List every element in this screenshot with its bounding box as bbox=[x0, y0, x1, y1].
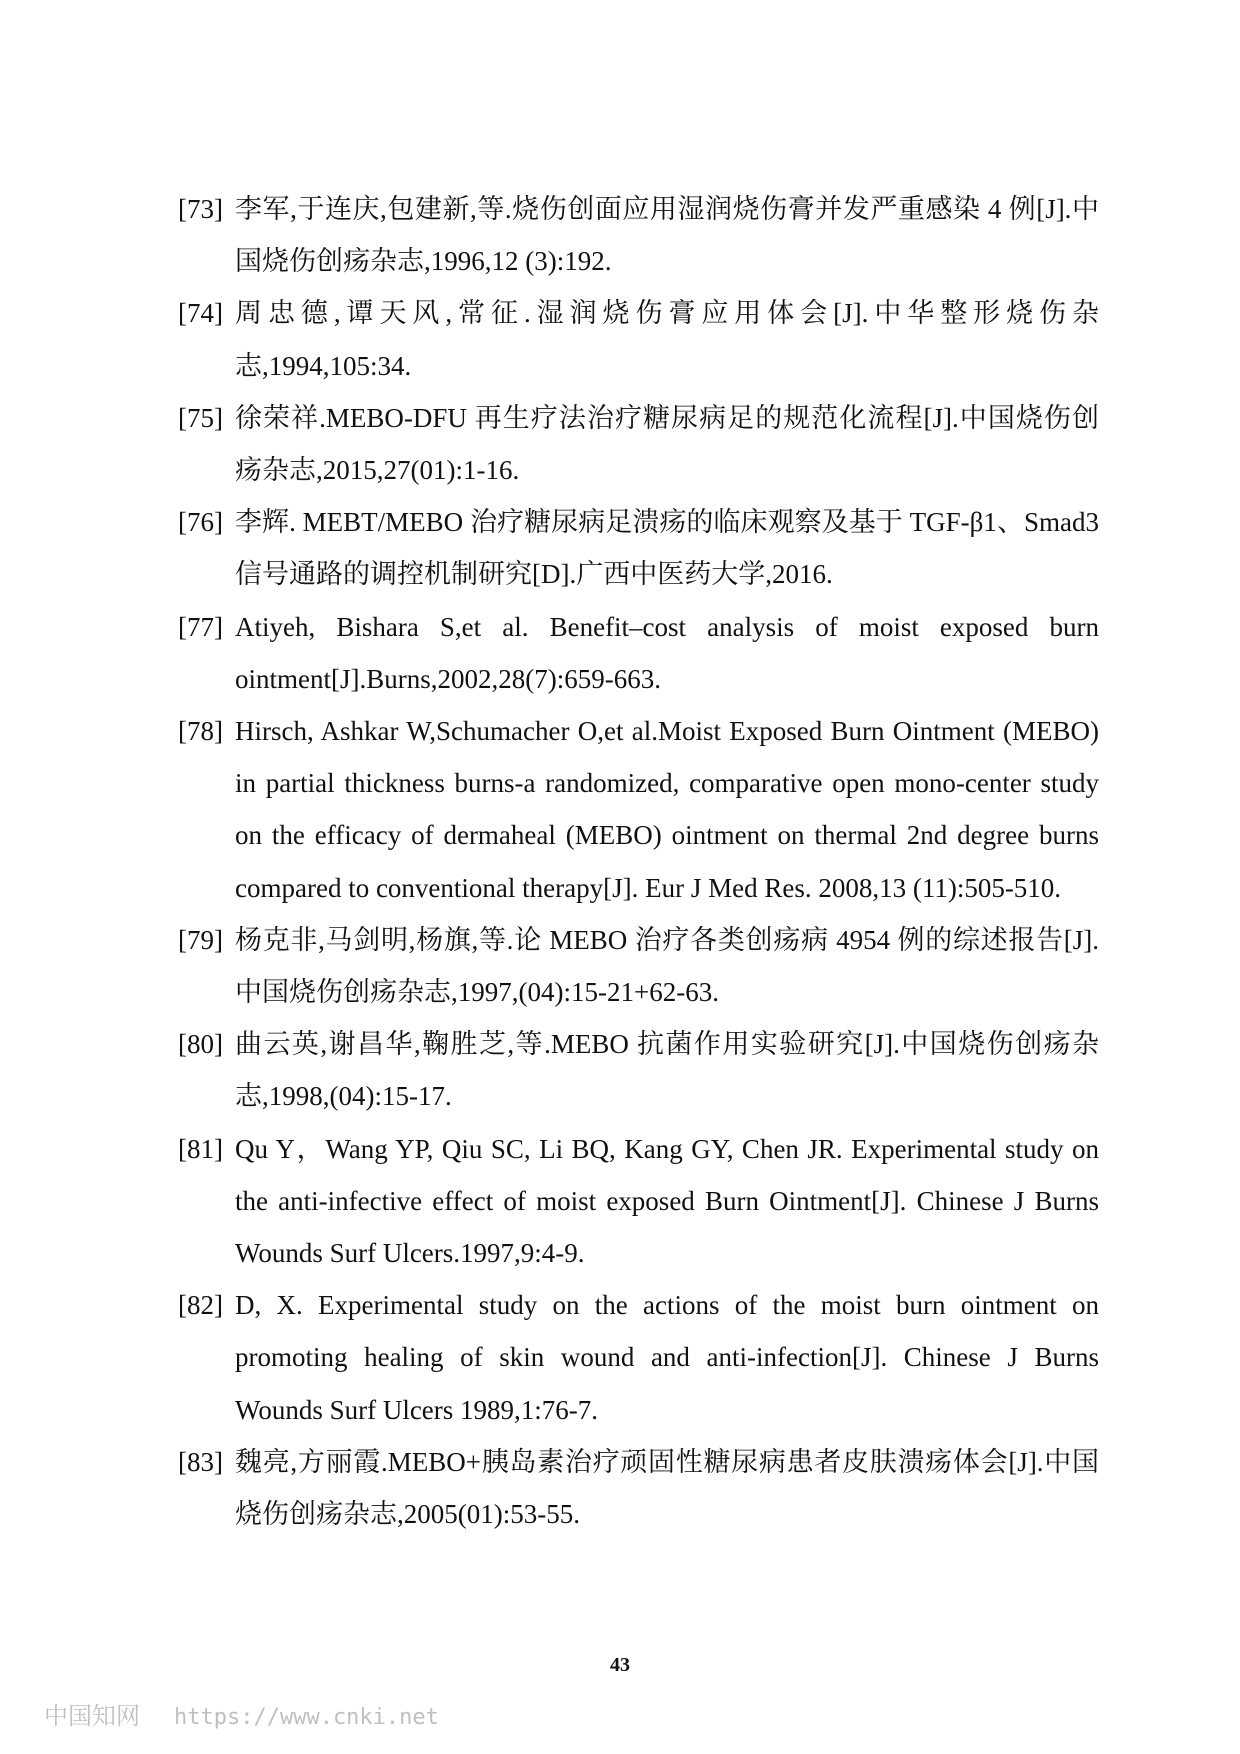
reference-text: Atiyeh, Bishara S,et al. Benefit–cost analysis of moist exposed burn ointment[J].Burns,2002,28(7):659-663. bbox=[235, 611, 1099, 694]
reference-text: 杨克非,马剑明,杨旗,等.论 MEBO 治疗各类创疡病 4954 例的综述报告[J].中国烧伤创疡杂志,1997,(04):15-21+62-63. bbox=[235, 924, 1099, 1008]
reference-number: [78] bbox=[178, 716, 223, 747]
reference-item bbox=[178, 1123, 1099, 1280]
watermark-url: https://www.cnki.net bbox=[174, 1705, 439, 1730]
reference-text: 曲云英,谢昌华,鞠胜芝,等.MEBO 抗菌作用实验研究[J].中国烧伤创疡杂志,1998,(04):15-17. bbox=[235, 1029, 1099, 1112]
reference-text: 徐荣祥.MEBO-DFU 再生疗法治疗糖尿病足的规范化流程[J].中国烧伤创疡杂志,2015,27(01):1-16. bbox=[235, 402, 1099, 486]
reference-number: [73] bbox=[178, 194, 223, 224]
page-number: 43 bbox=[610, 1654, 630, 1676]
watermark-site-name: 中国知网 bbox=[44, 1704, 140, 1730]
reference-number: [76] bbox=[178, 507, 223, 538]
reference-text: Hirsch, Ashkar W,Schumacher O,et al.Moist Exposed Burn Ointment (MEBO) in partial thickness burns-a randomized, comparative open mono-center study on the efficacy of dermaheal (MEBO) ointment on thermal 2nd degree burns compared to conventional therapy[J]. Eur J Med Res. 2008,13 (11):505-510. bbox=[235, 716, 1099, 903]
reference-number: [75] bbox=[178, 402, 223, 433]
reference-item bbox=[178, 1279, 1099, 1436]
reference-number: [82] bbox=[178, 1290, 223, 1321]
cnki-watermark bbox=[44, 1696, 439, 1731]
reference-item bbox=[178, 1436, 1099, 1540]
reference-text: 李辉. MEBT/MEBO 治疗糖尿病足溃疡的临床观察及基于 TGF-β1、Smad3 信号通路的调控机制研究[D].广西中医药大学,2016. bbox=[235, 507, 1099, 590]
reference-item bbox=[178, 287, 1099, 391]
reference-text: 李军,于连庆,包建新,等.烧伤创面应用湿润烧伤膏并发严重感染 4 例[J].中国烧伤创疡杂志,1996,12 (3):192. bbox=[235, 194, 1099, 277]
reference-list bbox=[178, 183, 1099, 1540]
reference-text: 周忠德,谭天风,常征.湿润烧伤膏应用体会[J].中华整形烧伤杂志,1994,105:34. bbox=[235, 298, 1099, 381]
reference-item bbox=[178, 914, 1099, 1018]
reference-item bbox=[178, 1018, 1099, 1122]
reference-item bbox=[178, 705, 1099, 914]
reference-number: [80] bbox=[178, 1029, 223, 1060]
reference-number: [79] bbox=[178, 924, 223, 955]
reference-text: 魏亮,方丽霞.MEBO+胰岛素治疗顽固性糖尿病患者皮肤溃疡体会[J].中国烧伤创疡杂志,2005(01):53-55. bbox=[235, 1446, 1099, 1530]
reference-number: [83] bbox=[178, 1446, 223, 1477]
reference-item bbox=[178, 601, 1099, 705]
reference-number: [77] bbox=[178, 611, 223, 642]
reference-text: D, X. Experimental study on the actions of the moist burn ointment on promoting healing of skin wound and anti-infection[J]. Chinese J Burns Wounds Surf Ulcers 1989,1:76-7. bbox=[235, 1290, 1099, 1425]
reference-item bbox=[178, 183, 1099, 287]
reference-item bbox=[178, 392, 1099, 496]
reference-text: Qu Y，Wang YP, Qiu SC, Li BQ, Kang GY, Chen JR. Experimental study on the anti-infective effect of moist exposed Burn Ointment[J]. Chinese J Burns Wounds Surf Ulcers.1997,9:4-9. bbox=[235, 1133, 1099, 1269]
reference-number: [74] bbox=[178, 298, 223, 329]
reference-number: [81] bbox=[178, 1133, 223, 1164]
reference-item bbox=[178, 496, 1099, 600]
